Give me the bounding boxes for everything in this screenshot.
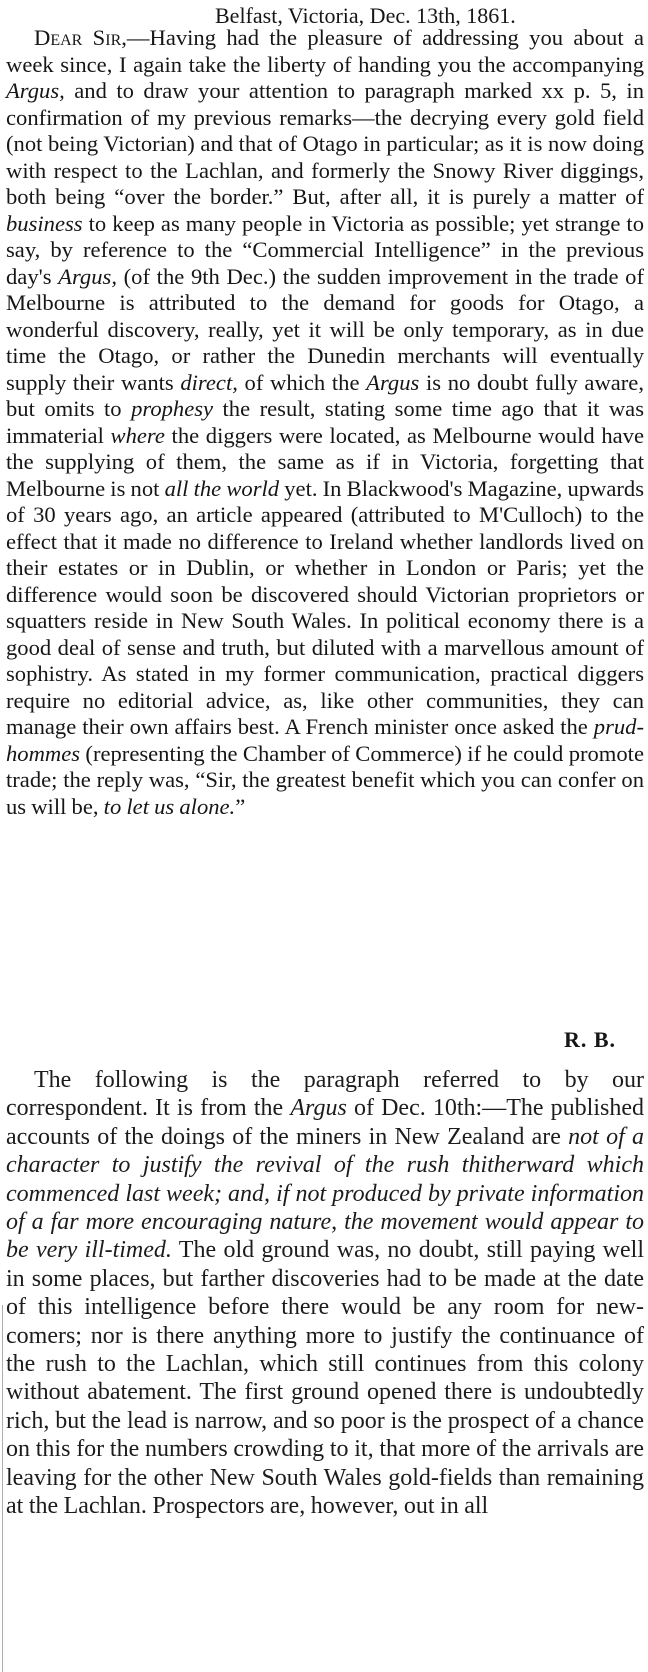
italic-run: Argus, (58, 263, 117, 289)
italic-run: Argus (290, 1095, 347, 1122)
text-run: ” (235, 793, 246, 819)
text-run: to keep as many people in Victoria as possible; yet strange to say, by reference to the “Commercial Intelligence” in the previous day's (6, 210, 644, 289)
italic-run: not of a character to justify the revival of the rush thitherward which commenced last week; and, if not produced by private information of a far more encouraging nature, the movement would appear to be very ill-timed. (6, 1123, 644, 1264)
italic-run: Argus (366, 369, 420, 395)
note-text (6, 1067, 644, 1519)
italic-run: all the world (164, 475, 280, 501)
text-run: of Dec. 10th:—The published accounts of the doings of the miners in New Zealand are (6, 1095, 644, 1150)
text-run: of which the (237, 369, 367, 395)
text-run: and to draw your attention to paragraph marked xx p. 5, in confirmation of my previous remarks—the decrying every gold field (not being Victorian) and that of Otago in particular; as it is now doing with respect to the Lachlan, and formerly the Snowy River diggings, both being “over the border.” But, after all, it is purely a matter of (6, 78, 644, 209)
scan-edge-mark (2, 1305, 3, 1672)
letter-text (6, 25, 644, 819)
text-run: the diggers were located, as Melbourne would have the supplying of them, the same as if in Victoria, forgetting that Melbourne is not (6, 422, 645, 501)
italic-run: prud-hommes (6, 714, 644, 766)
italic-run: where (110, 422, 165, 448)
text-run: yet. In Blackwood's Magazine, upwards of 30 years ago, an article appeared (attributed to M'Culloch) to the effect that it made no difference to Ireland whether landlords lived on their estates or in Dublin, or whether in London or Paris; yet the difference would soon be discovered should Victorian proprietors or squatters reside in New South Wales. In political economy there is a good deal of sense and truth, but diluted with a marvellous amount of sophistry. As stated in my former communication, practical diggers require no editorial advice, as, like other communities, they can manage their own affairs best. A French minister once asked the (6, 475, 644, 739)
editorial-note (6, 1066, 644, 1521)
section-divider (0, 1058, 648, 1059)
letter-body (6, 25, 644, 820)
italic-run: direct, (180, 369, 238, 395)
dateline: Belfast, Victoria, Dec. 13th, 1861. (215, 3, 516, 28)
text-run: The following is the paragraph referred to by our correspondent. It is from the (6, 1067, 644, 1122)
italic-run: prophesy (131, 396, 214, 421)
italic-run: Argus, (6, 78, 65, 103)
signature: R. B. (563, 1027, 616, 1052)
text-run: is no doubt fully aware, but omits to (6, 369, 644, 421)
text-run: (of the 9th Dec.) the sudden improvement in the trade of Melbourne is attributed to the demand for goods for Otago, a wonderful discovery, really, yet it will be only temporary, as in due time the Otago, or rather the Dunedin merchants will eventually supply their wants (6, 263, 644, 395)
text-run: (representing the Chamber of Commerce) if he could promote trade; the reply was, “Sir, the greatest benefit which you can confer on us will be, (6, 740, 644, 819)
italic-run: to let us alone. (103, 793, 236, 819)
text-run: —Having had the pleasure of addressing you about a week since, I again take the liberty of handing you the accompanying (6, 25, 644, 77)
text-run: the result, stating some time ago that it was immaterial (6, 396, 644, 448)
salutation: Dear Sir, (34, 25, 127, 50)
italic-run: business (6, 210, 83, 236)
text-run: The old ground was, no doubt, still paying well in some places, but farther discoveries had to be made at the date of this intelligence before there would be any room for new-comers; nor is there anything more to justify the continuance of the rush to the Lachlan, which still continues from this colony without abatement. The first ground opened there is undoubtedly rich, but the lead is narrow, and so poor is the prospect of a chance on this for the numbers crowding to it, that more of the arrivals are leaving for the other New South Wales gold-fields than remaining at the Lachlan. Prospectors are, however, out in all (6, 1237, 645, 1520)
